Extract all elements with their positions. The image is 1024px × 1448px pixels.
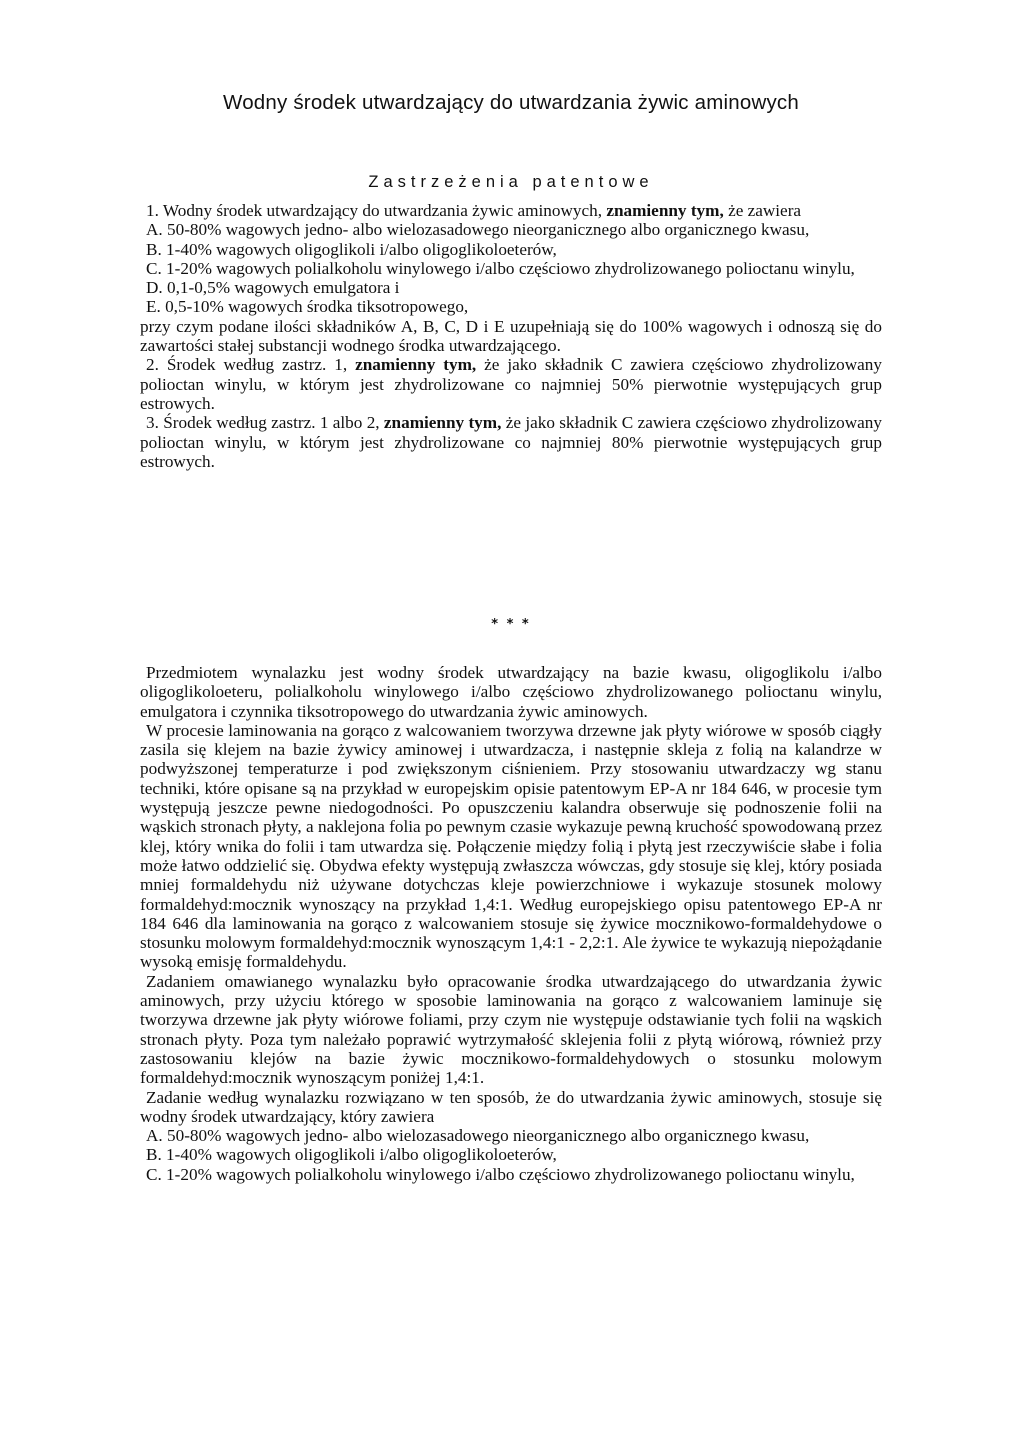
claim-3-keyword: znamienny tym, [383,413,502,433]
claim-1-keyword: znamienny tym, [606,201,724,220]
claim-3-body: że jako składnik C zawiera częściowo zhydrolizowany polioctan winylu, w którym jest zhydrolizowane co najmniej 80% pierwotnie występujących grup estrowych. [140,413,882,471]
description-paragraph-3: Zadaniem omawianego wynalazku było opracowanie środka utwardzającego do utwardzania żywic aminowych, przy użyciu którego w sposobie laminowania na gorąco z walcowaniem laminuje się tworzywa drzewne jak płyty wiórowe foliami, przy czym nie występuje odstawianie tych folii na wąskich stronach płyty. Poza tym należało poprawić wytrzymałość sklejenia folii z płytą wiórową, również przy zastosowaniu klejów na bazie żywic mocznikowo-formaldehydowych o stosunku molowym formaldehyd:mocznik wynoszącym poniżej 1,4:1. [140,971,882,1088]
claim-3 [140,413,882,471]
claim-2-keyword: znamienny tym, [355,355,477,375]
claim-2-intro: 2. Środek według zastrz. 1, [146,355,348,375]
description-section [140,663,882,1184]
claim-1-component-d: D. 0,1-0,5% wagowych emulgatora i [146,278,400,298]
description-component-a: A. 50-80% wagowych jedno- albo wielozasadowego nieorganicznego albo organicznego kwasu, [146,1126,810,1146]
claim-1-component-e: E. 0,5-10% wagowych środka tiksotropowego, [146,297,469,317]
description-paragraph-1: Przedmiotem wynalazku jest wodny środek utwardzający na bazie kwasu, oligoglikolu i/albo oligoglikoloeteru, polialkoholu winylowego i/albo częściowo zhydrolizowanego polioctanu winylu, emulgatora i czynnika tiksotropowego do utwardzania żywic aminowych. [140,663,882,721]
claim-1-intro-end: że zawiera [728,201,802,220]
description-paragraph-4: Zadanie według wynalazku rozwiązano w ten sposób, że do utwardzania żywic aminowych, stosuje się wodny środek utwardzający, który zawiera [140,1087,882,1126]
description-component-c: C. 1-20% wagowych polialkoholu winylowego i/albo częściowo zhydrolizowanego polioctanu winylu, [146,1164,855,1184]
claim-3-intro: 3. Środek według zastrz. 1 albo 2, [146,413,380,433]
section-separator: * * * [491,617,531,632]
claim-1-tail: przy czym podane ilości składników A, B, C, D i E uzupełniają się do 100% wagowych i odnoszą się do zawartości stałej substancji wodnego środka utwardzającego. [140,316,882,356]
claim-1-component-a: A. 50-80% wagowych jedno- albo wielozasadowego nieorganicznego albo organicznego kwasu, [146,220,810,240]
document-title: Wodny środek utwardzający do utwardzania żywic aminowych [223,91,799,114]
description-paragraph-2: W procesie laminowania na gorąco z walcowaniem tworzywa drzewne jak płyty wiórowe w sposób ciągły zasila się klejem na bazie żywicy aminowej i utwardzacza, i następnie skleja z folią na kalandrze w podwyższonej temperaturze i pod zwiększonym ciśnieniem. Przy stosowaniu utwardzaczy wg stanu techniki, które opisane są na przykład w europejskim opisie patentowym EP-A nr 184 646, w procesie tym występują jeszcze pewne niedogodności. Po opuszczeniu kalandra obserwuje się podnoszenie folii na wąskich stronach płyty, a naklejona folia po pewnym czasie wykazuje pewną kruchość spowodowaną przez klej, który wnika do folii i tam utwardza się. Połączenie między folią i płytą jest rzeczywiście słabe i folia może łatwo oddzielić się. Obydwa efekty występują zwłaszcza wówczas, gdy stosuje się klej, który posiada mniej formaldehydu niż używane dotychczas kleje powierzchniowe i wykazuje stosunek molowy formaldehyd:mocznik wynoszący na przykład 1,4:1. Według europejskiego opisu patentowego EP-A nr 184 646 dla laminowania na gorąco z walcowaniem stosuje się żywice mocznikowo-formaldehydowe o stosunku molowym formaldehyd:mocznik wynoszącym 1,4:1 - 2,2:1. Ale żywice te wykazują niepożądanie wysoką emisję formaldehydu. [140,720,882,972]
claim-1-component-b: B. 1-40% wagowych oligoglikoli i/albo oligoglikoloeterów, [146,239,557,259]
claim-2 [140,355,882,413]
description-component-b: B. 1-40% wagowych oligoglikoli i/albo oligoglikoloeterów, [146,1145,557,1165]
claims-section [140,201,882,471]
claim-1 [140,201,882,220]
claim-1-component-c: C. 1-20% wagowych polialkoholu winylowego i/albo częściowo zhydrolizowanego polioctanu winylu, [146,258,855,278]
claim-2-body: że jako składnik C zawiera częściowo zhydrolizowany polioctan winylu, w którym jest zhydrolizowane co najmniej 50% pierwotnie występujących grup estrowych. [140,355,882,413]
claim-1-intro: 1. Wodny środek utwardzający do utwardzania żywic aminowych, [146,201,603,220]
claims-heading: Zastrzeżenia patentowe [368,173,654,191]
